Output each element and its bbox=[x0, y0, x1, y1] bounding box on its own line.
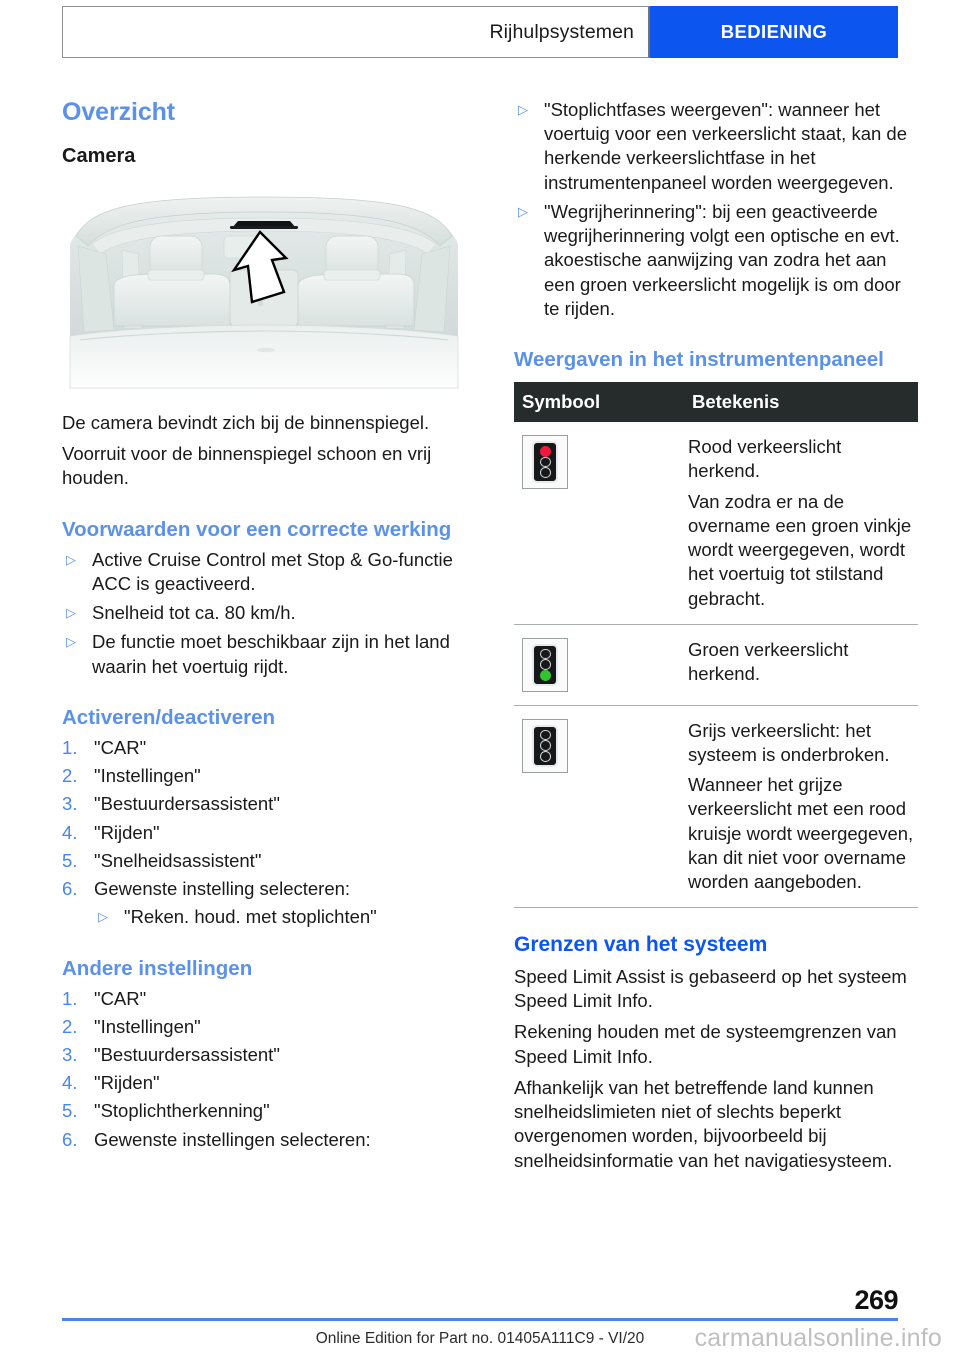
symbol-cell bbox=[514, 624, 684, 705]
symbol-meaning-table bbox=[514, 382, 918, 908]
car-interior-rearview-mirror-camera-illustration bbox=[62, 188, 466, 393]
body-paragraph: De camera bevindt zich bij de binnenspiegel. bbox=[62, 412, 430, 433]
triangle-bullet-icon: ▷ bbox=[518, 203, 528, 219]
table-heading: Weergaven in het instrumentenpaneel bbox=[514, 348, 884, 372]
meaning-cell bbox=[684, 705, 918, 908]
column-header-meaning: Betekenis bbox=[684, 382, 918, 422]
list-item bbox=[62, 601, 466, 625]
list-item bbox=[62, 548, 466, 596]
page-header bbox=[62, 6, 898, 58]
meaning-text: Rood verkeerslicht herkend. bbox=[688, 436, 842, 482]
footer-edition-note: Online Edition for Part no. 01405A111C9 - VI/20 bbox=[315, 1330, 645, 1347]
list-item-label: "Wegrijherinnering": bij een geactiveerde wegrijherinnering volgt een optische en evt. akoestische aanwijzing van zodra het aan een groen verkeerslicht mogelijk is om door te rijden. bbox=[544, 200, 901, 319]
other-settings-heading: Andere instellingen bbox=[62, 956, 253, 980]
meaning-text: Wanneer het grijze verkeerslicht met een rood kruisje wordt weergegeven, kan dit niet voor overname worden aangeboden. bbox=[688, 774, 914, 893]
meaning-cell bbox=[684, 624, 918, 705]
table-row bbox=[514, 705, 918, 908]
list-item bbox=[62, 1128, 466, 1152]
step-number: 3. bbox=[62, 1043, 78, 1065]
step-number: 6. bbox=[62, 878, 78, 900]
body-paragraph: Voorruit voor de binnenspiegel schoon en vrij houden. bbox=[62, 443, 432, 489]
page-number: 269 bbox=[854, 1285, 898, 1315]
traffic-light-body bbox=[532, 441, 558, 483]
conditions-list bbox=[62, 548, 466, 679]
list-item-label: Snelheid tot ca. 80 km/h. bbox=[92, 602, 296, 624]
traffic-light-body bbox=[532, 644, 558, 686]
traffic-light-green-icon bbox=[522, 638, 568, 692]
triangle-bullet-icon: ▷ bbox=[518, 102, 528, 117]
list-item bbox=[62, 792, 466, 816]
list-item bbox=[514, 200, 918, 321]
lamp-green-off bbox=[540, 467, 551, 478]
step-number: 5. bbox=[62, 1100, 78, 1122]
symbol-cell bbox=[514, 705, 684, 908]
list-item bbox=[62, 1043, 466, 1067]
page-title: Overzicht bbox=[62, 98, 176, 126]
section-subtitle: Camera bbox=[62, 145, 136, 167]
step-number: 2. bbox=[62, 1015, 78, 1037]
other-steps-list bbox=[62, 987, 466, 1152]
list-item bbox=[62, 736, 466, 760]
meaning-text: Groen verkeerslicht herkend. bbox=[688, 638, 849, 684]
list-item bbox=[62, 764, 466, 788]
step-label: "Stoplichtherkenning" bbox=[94, 1100, 270, 1122]
header-section-label: BEDIENING bbox=[720, 21, 828, 42]
limits-paragraph: Speed Limit Assist is gebaseerd op het systeem Speed Limit Info. bbox=[514, 966, 907, 1012]
activate-steps-list bbox=[62, 736, 466, 901]
symbol-cell bbox=[514, 422, 684, 624]
step-number: 6. bbox=[62, 1128, 78, 1150]
triangle-bullet-icon: ▷ bbox=[98, 909, 108, 925]
step-label: "CAR" bbox=[94, 736, 147, 758]
list-item-label: De functie moet beschikbaar zijn in het land waarin het voertuig rijdt. bbox=[92, 631, 450, 677]
list-item bbox=[94, 905, 466, 929]
limits-paragraph: Afhankelijk van het betreffende land kunnen snelheidslimieten niet of slechts beperkt overgenomen worden, bijvoorbeeld bij snelheidsinformatie van het navigatiesysteem. bbox=[514, 1076, 893, 1171]
header-chapter-label: Rijhulpsystemen bbox=[489, 20, 634, 43]
list-item-label: "Stoplichtfases weergeven": wanneer het voertuig voor een verkeerslicht staat, kan de herkende verkeerslichtfase in het instrumentenpaneel worden weergegeven. bbox=[544, 99, 907, 193]
triangle-bullet-icon: ▷ bbox=[66, 551, 76, 567]
column-header-symbol: Symbool bbox=[514, 382, 684, 422]
step-label: "Bestuurdersassistent" bbox=[94, 1043, 280, 1065]
list-item bbox=[514, 98, 918, 195]
limits-heading: Grenzen van het systeem bbox=[514, 933, 768, 957]
lamp-red-on bbox=[540, 446, 551, 457]
triangle-bullet-icon: ▷ bbox=[66, 605, 76, 621]
list-item bbox=[62, 1099, 466, 1123]
lamp-red-off bbox=[540, 730, 551, 741]
step-number: 1. bbox=[62, 736, 78, 758]
triangle-bullet-icon: ▷ bbox=[66, 634, 76, 650]
activate-substep-list bbox=[94, 905, 466, 929]
conditions-heading: Voorwaarden voor een correcte werking bbox=[62, 517, 452, 541]
step-number: 1. bbox=[62, 987, 78, 1009]
limits-paragraph: Rekening houden met de systeemgrenzen van Speed Limit Info. bbox=[514, 1021, 897, 1067]
traffic-light-grey-icon bbox=[522, 719, 568, 773]
step-number: 3. bbox=[62, 793, 78, 815]
step-label: Gewenste instelling selecteren: bbox=[94, 878, 351, 900]
step-label: "Instellingen" bbox=[94, 1015, 201, 1037]
step-label: Gewenste instellingen selecteren: bbox=[94, 1128, 371, 1150]
list-item bbox=[62, 1015, 466, 1039]
meaning-text: Van zodra er na de overname een groen vinkje wordt weergegeven, wordt het voertuig tot stilstand gebracht. bbox=[688, 490, 912, 609]
step-number: 4. bbox=[62, 1072, 78, 1094]
step-number: 2. bbox=[62, 765, 78, 787]
activate-heading: Activeren/deactiveren bbox=[62, 705, 276, 729]
list-item bbox=[62, 821, 466, 845]
step-label: "Rijden" bbox=[94, 1072, 160, 1094]
watermark-text: carmanualsonline.info bbox=[694, 1324, 942, 1352]
lamp-amber-off bbox=[540, 457, 551, 468]
list-item bbox=[62, 630, 466, 678]
list-item bbox=[62, 987, 466, 1011]
traffic-light-body bbox=[532, 725, 558, 767]
lamp-red-off bbox=[540, 649, 551, 660]
list-item bbox=[62, 849, 466, 873]
lamp-green-on bbox=[540, 670, 551, 681]
step-number: 4. bbox=[62, 821, 78, 843]
list-item bbox=[62, 877, 466, 901]
lamp-green-off bbox=[540, 751, 551, 762]
table-header-row bbox=[514, 382, 918, 422]
meaning-text: Grijs verkeerslicht: het systeem is onderbroken. bbox=[688, 719, 890, 765]
list-item bbox=[62, 1071, 466, 1095]
left-column bbox=[62, 98, 466, 1156]
header-section-box bbox=[650, 6, 898, 58]
step-label: "Rijden" bbox=[94, 821, 160, 843]
list-item-label: Active Cruise Control met Stop & Go-functie ACC is geactiveerd. bbox=[92, 548, 453, 594]
step-label: "Instellingen" bbox=[94, 765, 201, 787]
step-label: "Bestuurdersassistent" bbox=[94, 793, 280, 815]
step-label: "Snelheidsassistent" bbox=[94, 849, 262, 871]
meaning-cell bbox=[684, 422, 918, 624]
right-column bbox=[514, 98, 918, 1180]
lamp-amber-off bbox=[540, 659, 551, 670]
step-number: 5. bbox=[62, 849, 78, 871]
step-label: "CAR" bbox=[94, 987, 147, 1009]
intro-bullet-list bbox=[514, 98, 918, 321]
list-item-label: "Reken. houd. met stoplichten" bbox=[124, 906, 377, 928]
lamp-amber-off bbox=[540, 740, 551, 751]
traffic-light-red-icon bbox=[522, 435, 568, 489]
table-row bbox=[514, 624, 918, 705]
footer-divider bbox=[62, 1318, 898, 1321]
header-chapter-box bbox=[62, 6, 650, 58]
table-row bbox=[514, 422, 918, 624]
